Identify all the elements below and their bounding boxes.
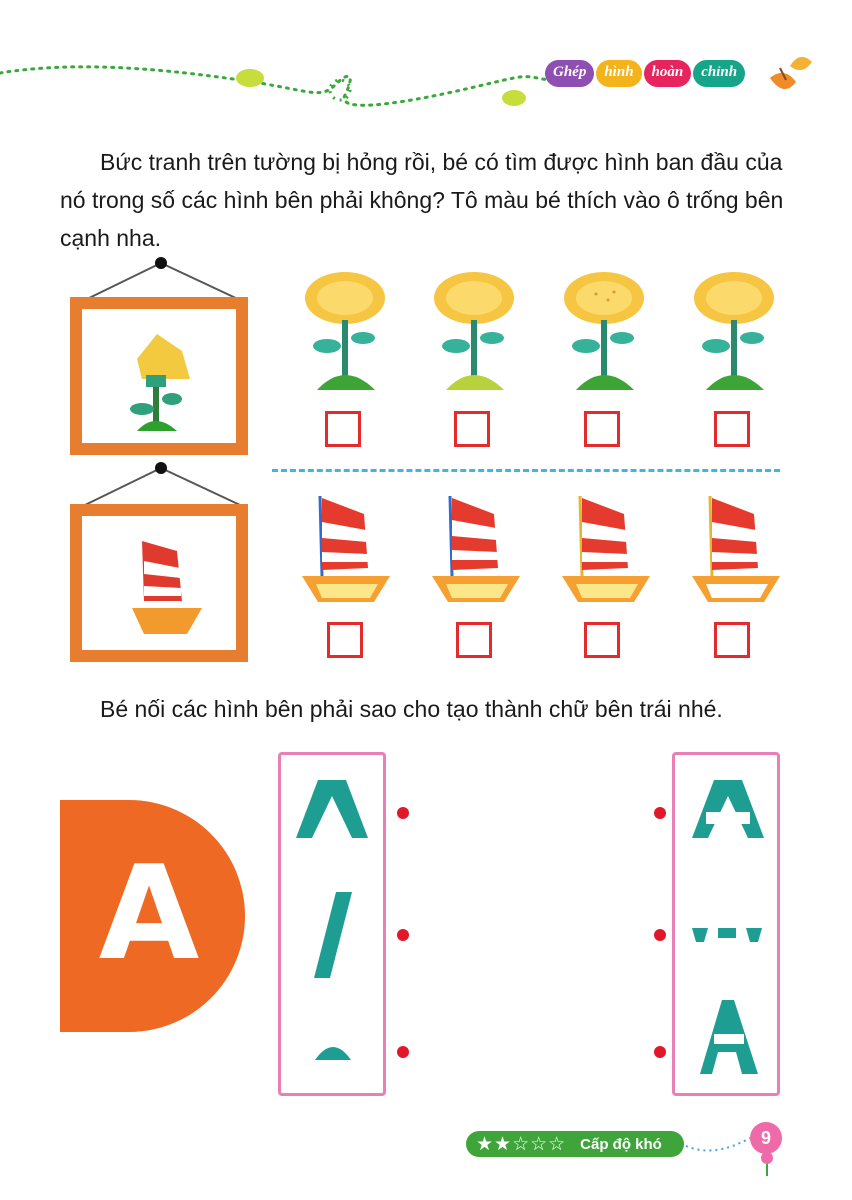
target-letter: A bbox=[98, 837, 200, 989]
difficulty-stars-icon: ★★☆☆☆ bbox=[476, 1133, 567, 1155]
title-word-4: chỉnh bbox=[693, 60, 745, 87]
left-piece-1 bbox=[296, 780, 368, 848]
title-word-2: hình bbox=[596, 60, 641, 87]
right-piece-2 bbox=[690, 926, 764, 946]
broken-picture-frame-sailboat bbox=[70, 504, 248, 662]
exercise1-instruction: Bức tranh trên tường bị hỏng rồi, bé có tìm được hình ban đầu của nó trong số các hình bên phải không? Tô màu bé thích vào ô trống bên cạnh nha. bbox=[60, 149, 784, 251]
flower-option-2 bbox=[426, 268, 522, 398]
sailboat-option-1-checkbox[interactable] bbox=[327, 622, 363, 658]
flower-decoration-icon bbox=[755, 1150, 779, 1176]
left-connect-dot-3[interactable] bbox=[397, 1046, 409, 1058]
frame-hanger-2 bbox=[75, 460, 255, 510]
sailboat-option-4-checkbox[interactable] bbox=[714, 622, 750, 658]
flower-option-1-checkbox[interactable] bbox=[325, 411, 361, 447]
flower-option-4-checkbox[interactable] bbox=[714, 411, 750, 447]
difficulty-badge bbox=[466, 1131, 684, 1157]
page-title bbox=[545, 60, 745, 87]
sailboat-option-3-checkbox[interactable] bbox=[584, 622, 620, 658]
right-connect-dot-1[interactable] bbox=[654, 807, 666, 819]
right-piece-3 bbox=[700, 1000, 760, 1080]
exercise2-instruction: Bé nối các hình bên phải sao cho tạo thành chữ bên trái nhé. bbox=[100, 696, 723, 722]
flower-option-4 bbox=[686, 268, 782, 398]
difficulty-label: Cấp độ khó bbox=[580, 1135, 662, 1153]
right-piece-1 bbox=[692, 780, 764, 848]
flower-option-2-checkbox[interactable] bbox=[454, 411, 490, 447]
left-piece-2 bbox=[310, 892, 360, 982]
page-number: 9 bbox=[750, 1122, 782, 1154]
sailboat-option-4 bbox=[688, 490, 784, 610]
flower-option-3 bbox=[556, 268, 652, 398]
sailboat-option-2 bbox=[428, 490, 524, 610]
left-connect-dot-2[interactable] bbox=[397, 929, 409, 941]
row-divider bbox=[272, 469, 780, 472]
flower-option-1 bbox=[297, 268, 393, 398]
broken-flower-picture bbox=[82, 309, 236, 443]
sailboat-option-2-checkbox[interactable] bbox=[456, 622, 492, 658]
footer-dotted-trail bbox=[684, 1128, 754, 1158]
flower-option-3-checkbox[interactable] bbox=[584, 411, 620, 447]
title-word-1: Ghép bbox=[545, 60, 594, 87]
right-connect-dot-2[interactable] bbox=[654, 929, 666, 941]
left-connect-dot-1[interactable] bbox=[397, 807, 409, 819]
right-connect-dot-3[interactable] bbox=[654, 1046, 666, 1058]
title-word-3: hoàn bbox=[644, 60, 692, 87]
left-piece-3 bbox=[315, 1040, 355, 1062]
sailboat-option-3 bbox=[558, 490, 654, 610]
sailboat-option-1 bbox=[298, 490, 394, 610]
broken-sailboat-picture bbox=[82, 516, 236, 650]
broken-picture-frame-flower bbox=[70, 297, 248, 455]
